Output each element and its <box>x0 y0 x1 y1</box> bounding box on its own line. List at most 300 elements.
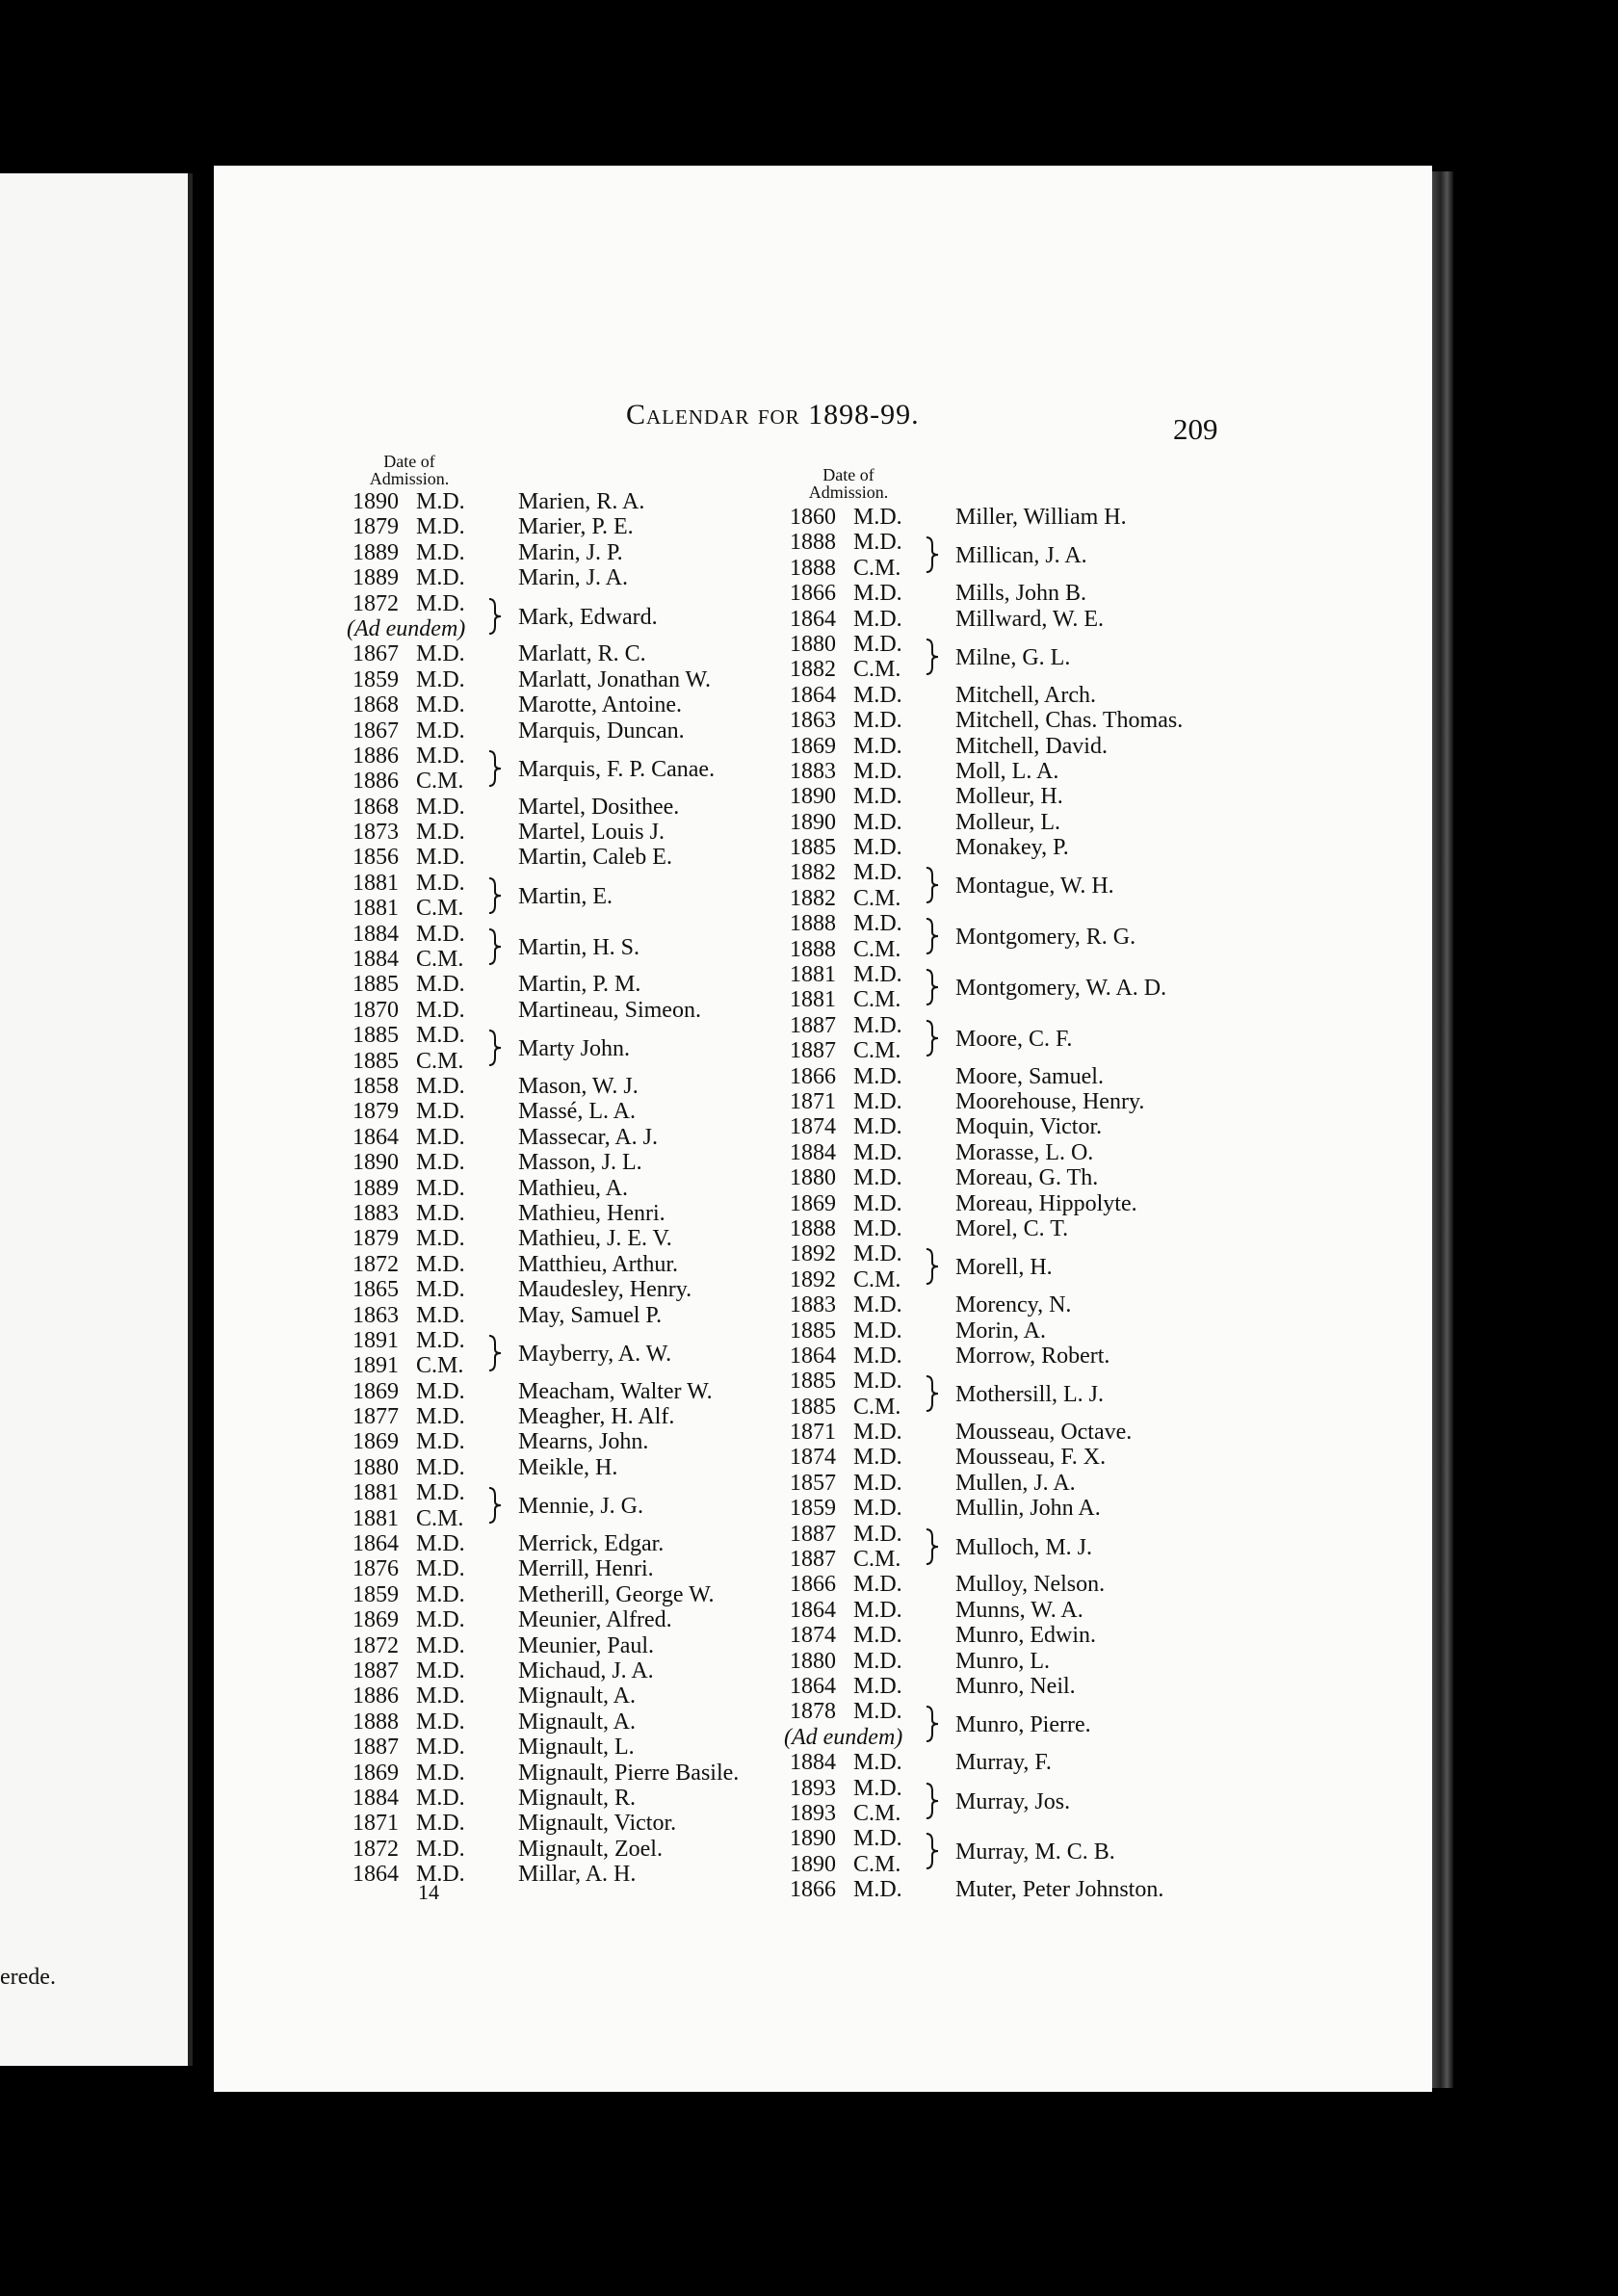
left-column-header <box>356 453 462 487</box>
admission-year: 1872 <box>352 1632 399 1658</box>
column-header-line: Date of <box>822 465 874 484</box>
graduate-name: Munro, Edwin. <box>955 1623 1096 1649</box>
admission-year: 1880 <box>790 1648 836 1674</box>
graduate-name: Morrow, Robert. <box>955 1343 1110 1369</box>
admission-year: 1884 <box>352 1785 399 1811</box>
degree: M.D. <box>853 809 902 835</box>
grouping-brace <box>925 1019 940 1057</box>
admission-year: 1890 <box>790 809 836 835</box>
admission-year: 1871 <box>790 1420 836 1446</box>
degree: C.M. <box>416 896 464 922</box>
degree: M.D. <box>416 743 465 769</box>
graduate-name: Mathieu, Henri. <box>518 1200 665 1226</box>
degree: M.D. <box>416 794 465 820</box>
admission-year: 1880 <box>790 631 836 657</box>
degree: M.D. <box>416 1226 465 1252</box>
admission-year: 1891 <box>352 1353 399 1379</box>
degree: M.D. <box>416 514 465 540</box>
admission-year: 1884 <box>352 921 399 947</box>
admission-year: 1887 <box>790 1038 836 1064</box>
graduate-name: Marty John. <box>518 1036 630 1062</box>
degree: M.D. <box>853 1165 902 1191</box>
admission-year: 1889 <box>352 1175 399 1201</box>
degree: M.D. <box>853 1215 902 1241</box>
degree: M.D. <box>853 1572 902 1598</box>
degree: M.D. <box>416 1811 465 1837</box>
degree: M.D. <box>853 1597 902 1623</box>
graduate-name: Munro, L. <box>955 1648 1050 1674</box>
grouping-brace <box>487 927 503 966</box>
graduate-name: Mathieu, A. <box>518 1175 628 1201</box>
admission-year: 1856 <box>352 845 399 871</box>
admission-year: 1869 <box>790 733 836 759</box>
graduate-name: Montgomery, R. G. <box>955 925 1136 951</box>
degree: M.D. <box>853 784 902 810</box>
admission-year: 1864 <box>790 1673 836 1699</box>
graduate-name: Mousseau, F. X. <box>955 1445 1107 1471</box>
degree: M.D. <box>853 631 902 657</box>
graduate-name: Morel, C. T. <box>955 1215 1069 1241</box>
admission-year: 1879 <box>352 514 399 540</box>
graduate-name: Marquis, Duncan. <box>518 718 685 744</box>
degree: M.D. <box>853 1521 902 1547</box>
admission-year: 1871 <box>352 1811 399 1837</box>
degree: C.M. <box>853 657 901 683</box>
admission-year: 1887 <box>352 1735 399 1761</box>
graduate-name: Marien, R. A. <box>518 489 645 514</box>
graduate-name: Martin, H. S. <box>518 934 639 960</box>
admission-year: 1869 <box>352 1760 399 1786</box>
degree: M.D. <box>853 1496 902 1522</box>
degree: M.D. <box>853 1369 902 1395</box>
degree: M.D. <box>416 1607 465 1633</box>
graduate-name: Murray, M. C. B. <box>955 1839 1115 1866</box>
graduate-name: Mason, W. J. <box>518 1073 639 1099</box>
page-binding-edge <box>1432 171 1453 2088</box>
admission-year: 1869 <box>352 1607 399 1633</box>
degree: M.D. <box>853 682 902 708</box>
degree: M.D. <box>416 870 465 896</box>
degree: M.D. <box>416 641 465 667</box>
degree: M.D. <box>853 1877 902 1903</box>
grouping-brace <box>487 1334 503 1372</box>
admission-year: 1869 <box>352 1378 399 1404</box>
graduate-name: Marin, J. A. <box>518 565 628 591</box>
graduate-name: Mark, Edward. <box>518 604 658 630</box>
admission-year: 1890 <box>790 784 836 810</box>
admission-year: 1885 <box>790 1369 836 1395</box>
graduate-name: Munns, W. A. <box>955 1597 1083 1623</box>
degree: C.M. <box>416 769 464 795</box>
degree: M.D. <box>853 860 902 886</box>
degree: M.D. <box>416 1735 465 1761</box>
column-header-line: Admission. <box>369 469 450 488</box>
grouping-brace <box>925 1247 940 1286</box>
graduate-name: Mignault, R. <box>518 1785 637 1811</box>
graduate-name: Marlatt, R. C. <box>518 641 646 667</box>
admission-year: 1858 <box>352 1073 399 1099</box>
degree: M.D. <box>853 1470 902 1496</box>
admission-year: 1864 <box>352 1124 399 1150</box>
degree: C.M. <box>853 1851 901 1877</box>
graduate-name: Moreau, Hippolyte. <box>955 1190 1137 1216</box>
degree: C.M. <box>853 936 901 962</box>
degree: M.D. <box>853 1445 902 1471</box>
admission-year: 1887 <box>790 1547 836 1573</box>
admission-year: 1881 <box>352 896 399 922</box>
admission-year: 1891 <box>352 1327 399 1353</box>
graduate-name: Mulloch, M. J. <box>955 1534 1093 1560</box>
graduate-name: Moreau, G. Th. <box>955 1165 1099 1191</box>
admission-year: 1874 <box>790 1445 836 1471</box>
degree: M.D. <box>853 1648 902 1674</box>
graduate-name: Metherill, George W. <box>518 1581 715 1607</box>
admission-year: 1886 <box>352 769 399 795</box>
graduate-name: Miller, William H. <box>955 505 1127 530</box>
admission-year: 1881 <box>352 870 399 896</box>
graduate-name: Munro, Pierre. <box>955 1712 1091 1738</box>
admission-year: 1890 <box>790 1826 836 1852</box>
grouping-brace <box>925 917 940 955</box>
graduate-name: Murray, F. <box>955 1750 1052 1776</box>
admission-year: 1857 <box>790 1470 836 1496</box>
graduate-name: Moorehouse, Henry. <box>955 1088 1145 1114</box>
grouping-brace <box>925 1374 940 1413</box>
admission-year: 1866 <box>790 1572 836 1598</box>
graduate-name: Montgomery, W. A. D. <box>955 976 1167 1002</box>
admission-year: 1874 <box>790 1114 836 1140</box>
degree: C.M. <box>853 987 901 1013</box>
graduate-name: Martin, P. M. <box>518 972 641 998</box>
degree: M.D. <box>416 921 465 947</box>
graduate-name: Munro, Neil. <box>955 1673 1076 1699</box>
admission-year: 1881 <box>352 1480 399 1506</box>
admission-year: 1864 <box>352 1862 399 1888</box>
admission-year: 1865 <box>352 1277 399 1303</box>
degree: C.M. <box>416 1353 464 1379</box>
grouping-brace <box>487 749 503 788</box>
graduate-name: Marquis, F. P. Canae. <box>518 756 716 782</box>
graduate-name: Morency, N. <box>955 1292 1072 1318</box>
admission-year: 1868 <box>352 794 399 820</box>
admission-year: 1869 <box>790 1190 836 1216</box>
admission-year: 1874 <box>790 1623 836 1649</box>
degree: M.D. <box>416 1556 465 1582</box>
degree: (Ad eundem) <box>347 615 466 641</box>
admission-year: 1863 <box>790 708 836 734</box>
graduate-name: Millar, A. H. <box>518 1862 637 1888</box>
graduate-name: Moquin, Victor. <box>955 1114 1103 1140</box>
graduate-name: Mignault, A. <box>518 1683 637 1709</box>
admission-year: 1883 <box>352 1200 399 1226</box>
admission-year: 1873 <box>352 820 399 846</box>
degree: M.D. <box>416 1073 465 1099</box>
graduate-name: Mignault, Zoel. <box>518 1836 663 1862</box>
graduate-name: May, Samuel P. <box>518 1302 663 1328</box>
admission-year: 1890 <box>790 1851 836 1877</box>
degree: M.D. <box>853 1420 902 1446</box>
admission-year: 1859 <box>352 666 399 692</box>
degree: M.D. <box>416 1302 465 1328</box>
previous-page-edge <box>0 173 193 2066</box>
admission-year: 1869 <box>352 1429 399 1455</box>
graduate-name: Milne, G. L. <box>955 644 1071 670</box>
degree: M.D. <box>853 1012 902 1038</box>
degree: C.M. <box>853 1547 901 1573</box>
graduate-name: Muter, Peter Johnston. <box>955 1877 1164 1903</box>
graduate-name: Mignault, A. <box>518 1709 637 1735</box>
admission-year: 1872 <box>352 1836 399 1862</box>
degree: C.M. <box>416 1048 464 1074</box>
grouping-brace <box>487 1486 503 1525</box>
graduate-name: Mills, John B. <box>955 581 1087 607</box>
admission-year: 1880 <box>352 1454 399 1480</box>
grouping-brace <box>925 1527 940 1566</box>
admission-year: 1859 <box>790 1496 836 1522</box>
admission-year: 1879 <box>352 1099 399 1125</box>
admission-year: 1888 <box>790 1215 836 1241</box>
degree: M.D. <box>416 489 465 514</box>
admission-year: 1863 <box>352 1302 399 1328</box>
admission-year: 1890 <box>352 1150 399 1176</box>
admission-year: 1867 <box>352 641 399 667</box>
admission-year: 1889 <box>352 539 399 565</box>
degree: M.D. <box>416 1404 465 1430</box>
admission-year: 1886 <box>352 743 399 769</box>
admission-year: 1871 <box>790 1088 836 1114</box>
column-header-line: Admission. <box>808 483 889 502</box>
graduate-name: Martineau, Simeon. <box>518 997 701 1023</box>
degree: M.D. <box>416 1429 465 1455</box>
admission-year: 1884 <box>790 1139 836 1165</box>
graduate-name: Meikle, H. <box>518 1454 618 1480</box>
grouping-brace <box>487 1029 503 1067</box>
degree: C.M. <box>416 1505 464 1531</box>
running-head: Calendar for 1898-99. <box>626 399 920 430</box>
admission-year: 1878 <box>790 1699 836 1725</box>
degree: M.D. <box>416 1251 465 1277</box>
grouping-brace <box>925 1832 940 1870</box>
graduate-name: Martel, Louis J. <box>518 820 665 846</box>
graduate-name: Martel, Dosithee. <box>518 794 680 820</box>
admission-year: 1859 <box>352 1581 399 1607</box>
right-column-header <box>796 466 901 501</box>
admission-year: 1888 <box>790 530 836 556</box>
degree: M.D. <box>853 1775 902 1801</box>
graduate-name: Moore, Samuel. <box>955 1063 1104 1089</box>
degree: M.D. <box>416 1200 465 1226</box>
graduate-name: Marotte, Antoine. <box>518 692 682 718</box>
degree: M.D. <box>416 590 465 616</box>
degree: M.D. <box>416 718 465 744</box>
degree: M.D. <box>853 1114 902 1140</box>
graduate-name: Mitchell, Arch. <box>955 682 1096 708</box>
degree: M.D. <box>416 1581 465 1607</box>
admission-year: 1881 <box>790 962 836 988</box>
degree: M.D. <box>853 1699 902 1725</box>
degree: M.D. <box>416 1709 465 1735</box>
column-header-line: Date of <box>383 452 435 471</box>
graduate-name: Molleur, H. <box>955 784 1063 810</box>
degree: M.D. <box>416 539 465 565</box>
admission-year: 1864 <box>790 1597 836 1623</box>
graduate-name: Merrill, Henri. <box>518 1556 654 1582</box>
previous-page-text-fragment: erede. <box>0 1965 56 1990</box>
degree: M.D. <box>416 692 465 718</box>
graduate-name: Mullin, John A. <box>955 1496 1101 1522</box>
degree: M.D. <box>416 972 465 998</box>
degree: M.D. <box>416 1480 465 1506</box>
admission-year: 1888 <box>790 555 836 581</box>
degree: M.D. <box>853 1623 902 1649</box>
grouping-brace <box>487 597 503 636</box>
graduate-name: Mignault, L. <box>518 1735 635 1761</box>
admission-year: 1893 <box>790 1775 836 1801</box>
graduate-name: Mothersill, L. J. <box>955 1382 1104 1408</box>
graduate-name: Marlatt, Jonathan W. <box>518 666 711 692</box>
degree: M.D. <box>853 1343 902 1369</box>
graduate-name: Moll, L. A. <box>955 758 1059 784</box>
degree: C.M. <box>853 1038 901 1064</box>
admission-year: 1881 <box>352 1505 399 1531</box>
admission-year: 1885 <box>790 835 836 861</box>
graduate-name: Montague, W. H. <box>955 874 1114 900</box>
graduate-name: Mennie, J. G. <box>518 1494 643 1520</box>
graduate-name: Masson, J. L. <box>518 1150 642 1176</box>
admission-year: 1872 <box>352 590 399 616</box>
degree: M.D. <box>416 1327 465 1353</box>
graduate-name: Matthieu, Arthur. <box>518 1251 678 1277</box>
admission-year: 1885 <box>352 1023 399 1049</box>
degree: M.D. <box>853 1318 902 1344</box>
degree: M.D. <box>853 835 902 861</box>
graduate-name: Mulloy, Nelson. <box>955 1572 1106 1598</box>
admission-year: 1885 <box>790 1318 836 1344</box>
degree: M.D. <box>853 708 902 734</box>
admission-year: 1864 <box>352 1531 399 1557</box>
grouping-brace <box>925 968 940 1006</box>
degree: M.D. <box>853 530 902 556</box>
graduate-name: Marier, P. E. <box>518 514 634 540</box>
degree: M.D. <box>416 666 465 692</box>
admission-year: 1889 <box>352 565 399 591</box>
admission-year: 1885 <box>352 972 399 998</box>
degree: M.D. <box>853 733 902 759</box>
degree: M.D. <box>416 1531 465 1557</box>
admission-year: 1887 <box>352 1657 399 1683</box>
degree: M.D. <box>416 1124 465 1150</box>
admission-year: 1864 <box>790 1343 836 1369</box>
graduate-name: Mayberry, A. W. <box>518 1341 672 1367</box>
degree: M.D. <box>416 1175 465 1201</box>
grouping-brace <box>925 535 940 574</box>
degree: C.M. <box>853 555 901 581</box>
grouping-brace <box>925 1705 940 1743</box>
admission-year: 1881 <box>790 987 836 1013</box>
admission-year: 1868 <box>352 692 399 718</box>
degree: M.D. <box>853 505 902 530</box>
degree: C.M. <box>853 885 901 911</box>
degree: M.D. <box>416 565 465 591</box>
degree: M.D. <box>853 758 902 784</box>
grouping-brace <box>925 638 940 676</box>
admission-year: 1864 <box>790 606 836 632</box>
degree: M.D. <box>416 820 465 846</box>
degree: M.D. <box>853 1673 902 1699</box>
admission-year: 1884 <box>352 947 399 973</box>
degree: M.D. <box>853 1088 902 1114</box>
graduate-name: Mousseau, Octave. <box>955 1420 1133 1446</box>
degree: M.D. <box>416 997 465 1023</box>
admission-year: 1888 <box>352 1709 399 1735</box>
degree: M.D. <box>853 962 902 988</box>
degree: M.D. <box>416 1023 465 1049</box>
graduate-name: Millican, J. A. <box>955 543 1087 569</box>
grouping-brace <box>925 1782 940 1820</box>
admission-year: 1887 <box>790 1012 836 1038</box>
admission-year: 1870 <box>352 997 399 1023</box>
graduate-name: Morin, A. <box>955 1318 1047 1344</box>
graduate-name: Mignault, Pierre Basile. <box>518 1760 740 1786</box>
degree: M.D. <box>853 1139 902 1165</box>
degree: M.D. <box>416 1632 465 1658</box>
degree: C.M. <box>853 1800 901 1826</box>
admission-year: 1876 <box>352 1556 399 1582</box>
graduate-name: Millward, W. E. <box>955 606 1104 632</box>
degree: M.D. <box>853 1826 902 1852</box>
degree: M.D. <box>416 1683 465 1709</box>
graduate-name: Monakey, P. <box>955 835 1069 861</box>
admission-year: 1885 <box>352 1048 399 1074</box>
graduate-name: Marin, J. P. <box>518 539 623 565</box>
graduate-name: Morell, H. <box>955 1255 1053 1281</box>
admission-year: 1892 <box>790 1266 836 1292</box>
admission-year: 1893 <box>790 1800 836 1826</box>
graduate-name: Mitchell, Chas. Thomas. <box>955 708 1184 734</box>
graduate-name: Michaud, J. A. <box>518 1657 654 1683</box>
degree: M.D. <box>853 581 902 607</box>
graduate-name: Moore, C. F. <box>955 1026 1073 1052</box>
degree: M.D. <box>416 1150 465 1176</box>
degree: M.D. <box>853 1292 902 1318</box>
degree: M.D. <box>416 1454 465 1480</box>
degree: M.D. <box>416 1785 465 1811</box>
degree: M.D. <box>853 1063 902 1089</box>
degree: M.D. <box>416 1099 465 1125</box>
degree: C.M. <box>416 947 464 973</box>
graduate-name: Massecar, A. J. <box>518 1124 659 1150</box>
degree: M.D. <box>853 1750 902 1776</box>
grouping-brace <box>487 876 503 915</box>
graduate-name: Meunier, Paul. <box>518 1632 655 1658</box>
admission-year: 1884 <box>790 1750 836 1776</box>
graduate-name: Maudesley, Henry. <box>518 1277 692 1303</box>
graduate-name: Mathieu, J. E. V. <box>518 1226 672 1252</box>
graduate-name: Martin, E. <box>518 883 613 909</box>
admission-year: 1866 <box>790 581 836 607</box>
admission-year: 1882 <box>790 657 836 683</box>
graduate-name: Mitchell, David. <box>955 733 1108 759</box>
graduate-name: Molleur, L. <box>955 809 1061 835</box>
admission-year: 1885 <box>790 1394 836 1420</box>
admission-year: 1877 <box>352 1404 399 1430</box>
graduate-name: Massé, L. A. <box>518 1099 636 1125</box>
graduate-name: Mignault, Victor. <box>518 1811 677 1837</box>
degree: M.D. <box>853 1190 902 1216</box>
signature-mark: 14 <box>418 1880 439 1904</box>
graduate-name: Meacham, Walter W. <box>518 1378 713 1404</box>
degree: (Ad eundem) <box>784 1724 903 1750</box>
